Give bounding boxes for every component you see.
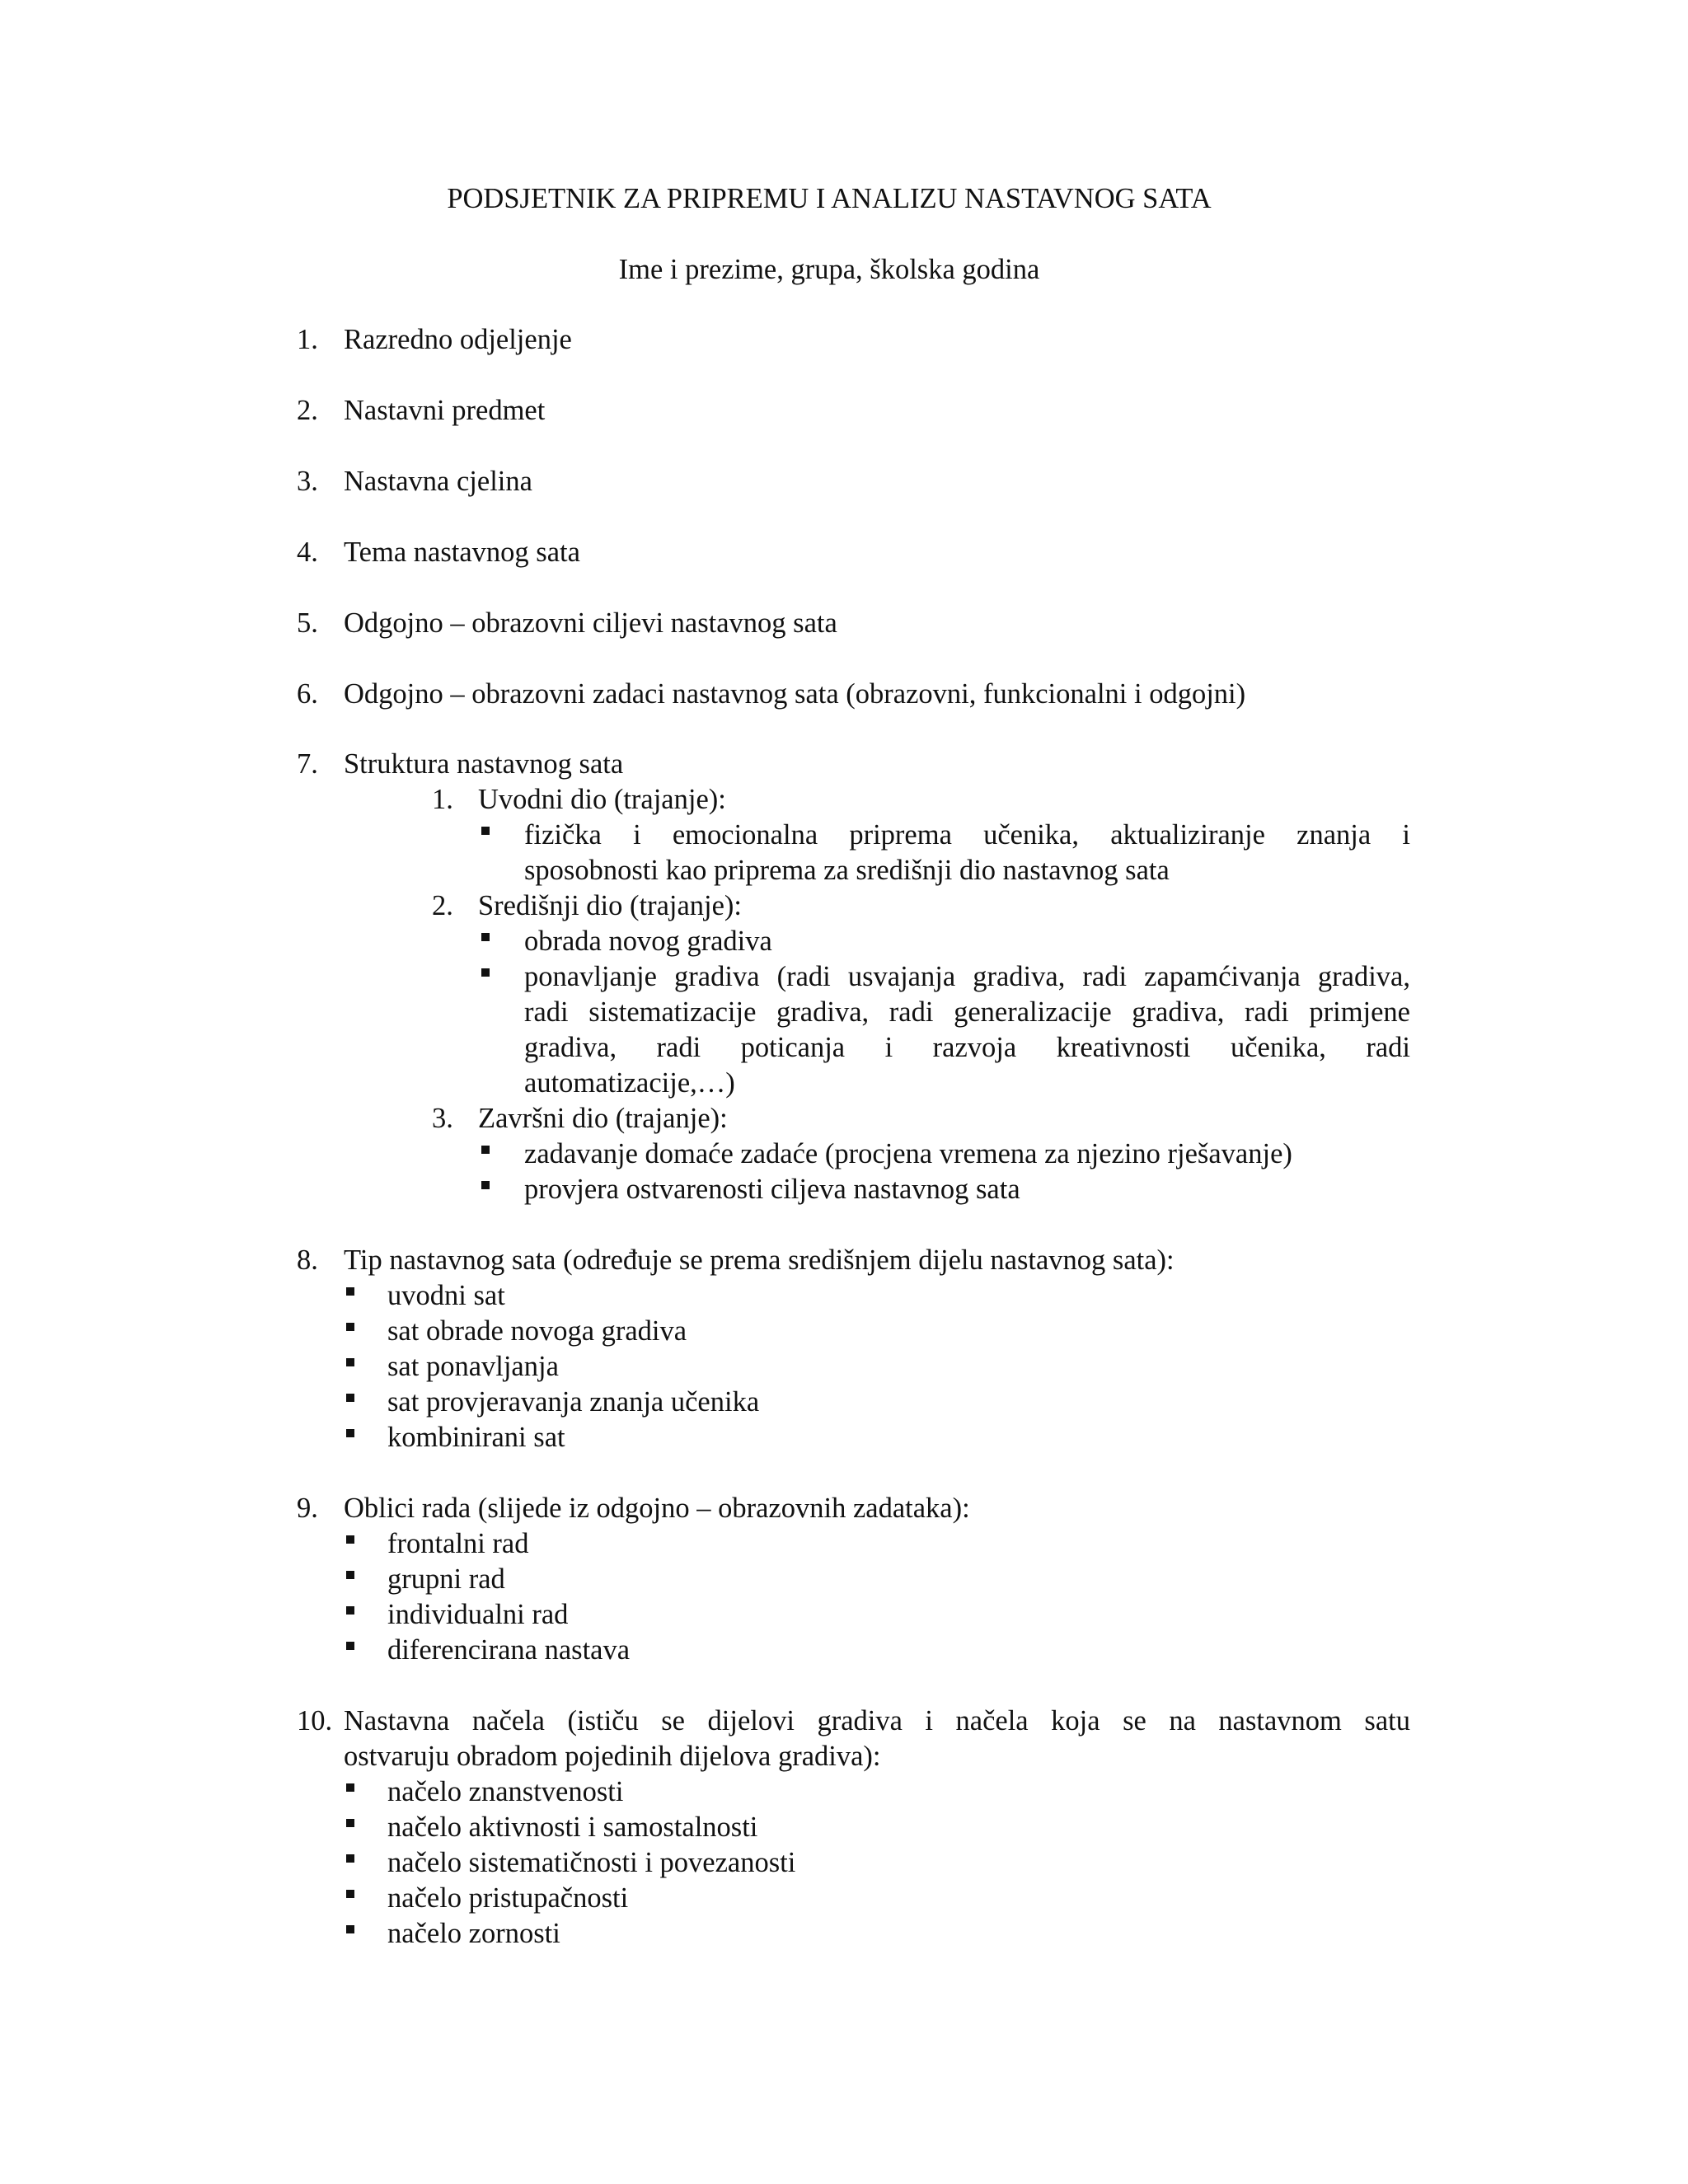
item-text: Nastavna načela (ističu se dijelovi gradiva i načela koja se na nastavnom satu	[344, 1705, 1410, 1736]
structure-part-number: 1.	[432, 784, 453, 815]
item-text: Nastavni predmet	[344, 395, 546, 426]
item-text-continuation: ostvaruju obradom pojedinih dijelova gradiva):	[344, 1741, 881, 1772]
item-number: 9.	[297, 1493, 318, 1524]
bullet-text: sat ponavljanja	[387, 1351, 559, 1382]
bullet-text: obrada novog gradiva	[524, 926, 772, 957]
item-number: 6.	[297, 678, 318, 710]
bullet-icon	[346, 1925, 354, 1933]
bullet-text: načelo aktivnosti i samostalnosti	[387, 1811, 758, 1843]
structure-part-number: 3.	[432, 1103, 453, 1134]
bullet-icon	[481, 1146, 490, 1154]
bullet-icon	[346, 1358, 354, 1366]
bullet-icon	[346, 1783, 354, 1792]
bullet-text: grupni rad	[387, 1563, 505, 1595]
document-title: PODSJETNIK ZA PRIPREMU I ANALIZU NASTAVNOG SATA	[447, 183, 1212, 214]
bullet-text: fizička i emocionalna priprema učenika, aktualiziranje znanja i	[524, 819, 1410, 851]
item-number: 8.	[297, 1244, 318, 1276]
bullet-icon	[481, 933, 490, 941]
item-text: Oblici rada (slijede iz odgojno – obrazovnih zadataka):	[344, 1493, 970, 1524]
bullet-icon	[346, 1819, 354, 1827]
bullet-icon	[346, 1429, 354, 1437]
item-number: 1.	[297, 324, 318, 355]
bullet-icon	[481, 827, 490, 835]
bullet-text-continuation: automatizacije,…)	[524, 1067, 735, 1099]
bullet-icon	[346, 1571, 354, 1579]
bullet-text: sat provjeravanja znanja učenika	[387, 1386, 760, 1418]
bullet-text-continuation: sposobnosti kao priprema za središnji dio nastavnog sata	[524, 855, 1170, 886]
bullet-icon	[346, 1323, 354, 1331]
bullet-text: sat obrade novoga gradiva	[387, 1315, 687, 1347]
item-number: 10.	[297, 1705, 333, 1736]
bullet-text: diferencirana nastava	[387, 1634, 631, 1666]
bullet-icon	[346, 1535, 354, 1544]
bullet-icon	[346, 1890, 354, 1898]
item-number: 7.	[297, 748, 318, 780]
bullet-icon	[346, 1394, 354, 1402]
item-number: 2.	[297, 395, 318, 426]
bullet-text: ponavljanje gradiva (radi usvajanja gradiva, radi zapamćivanja gradiva,	[524, 961, 1410, 992]
item-number: 3.	[297, 466, 318, 497]
structure-part-label: Središnji dio (trajanje):	[478, 890, 743, 921]
item-text: Tema nastavnog sata	[344, 537, 580, 568]
item-text: Odgojno – obrazovni ciljevi nastavnog sata	[344, 607, 837, 639]
bullet-text: načelo znanstvenosti	[387, 1776, 624, 1807]
bullet-text: kombinirani sat	[387, 1422, 565, 1453]
item-text: Struktura nastavnog sata	[344, 748, 624, 780]
item-text: Tip nastavnog sata (određuje se prema središnjem dijelu nastavnog sata):	[344, 1244, 1175, 1276]
structure-part-label: Završni dio (trajanje):	[478, 1103, 728, 1134]
bullet-text: uvodni sat	[387, 1280, 505, 1311]
bullet-icon	[346, 1642, 354, 1650]
item-text: Odgojno – obrazovni zadaci nastavnog sata (obrazovni, funkcionalni i odgojni)	[344, 678, 1246, 710]
bullet-text: individualni rad	[387, 1599, 569, 1630]
item-number: 5.	[297, 607, 318, 639]
bullet-icon	[481, 968, 490, 977]
bullet-icon	[346, 1854, 354, 1863]
item-number: 4.	[297, 537, 318, 568]
item-text: Razredno odjeljenje	[344, 324, 572, 355]
bullet-text-continuation: gradiva, radi poticanja i razvoja kreativnosti učenika, radi	[524, 1032, 1410, 1063]
document-subtitle: Ime i prezime, grupa, školska godina	[618, 254, 1040, 285]
bullet-text: zadavanje domaće zadaće (procjena vremena za njezino rješavanje)	[524, 1138, 1292, 1169]
bullet-text: načelo zornosti	[387, 1918, 560, 1949]
bullet-text: frontalni rad	[387, 1528, 529, 1559]
bullet-text: načelo pristupačnosti	[387, 1882, 629, 1914]
bullet-icon	[346, 1287, 354, 1296]
structure-part-number: 2.	[432, 890, 453, 921]
bullet-icon	[481, 1181, 490, 1189]
bullet-text: provjera ostvarenosti ciljeva nastavnog sata	[524, 1174, 1020, 1205]
bullet-icon	[346, 1606, 354, 1615]
bullet-text: načelo sistematičnosti i povezanosti	[387, 1847, 796, 1878]
item-text: Nastavna cjelina	[344, 466, 532, 497]
structure-part-label: Uvodni dio (trajanje):	[478, 784, 726, 815]
bullet-text-continuation: radi sistematizacije gradiva, radi generalizacije gradiva, radi primjene	[524, 996, 1410, 1028]
